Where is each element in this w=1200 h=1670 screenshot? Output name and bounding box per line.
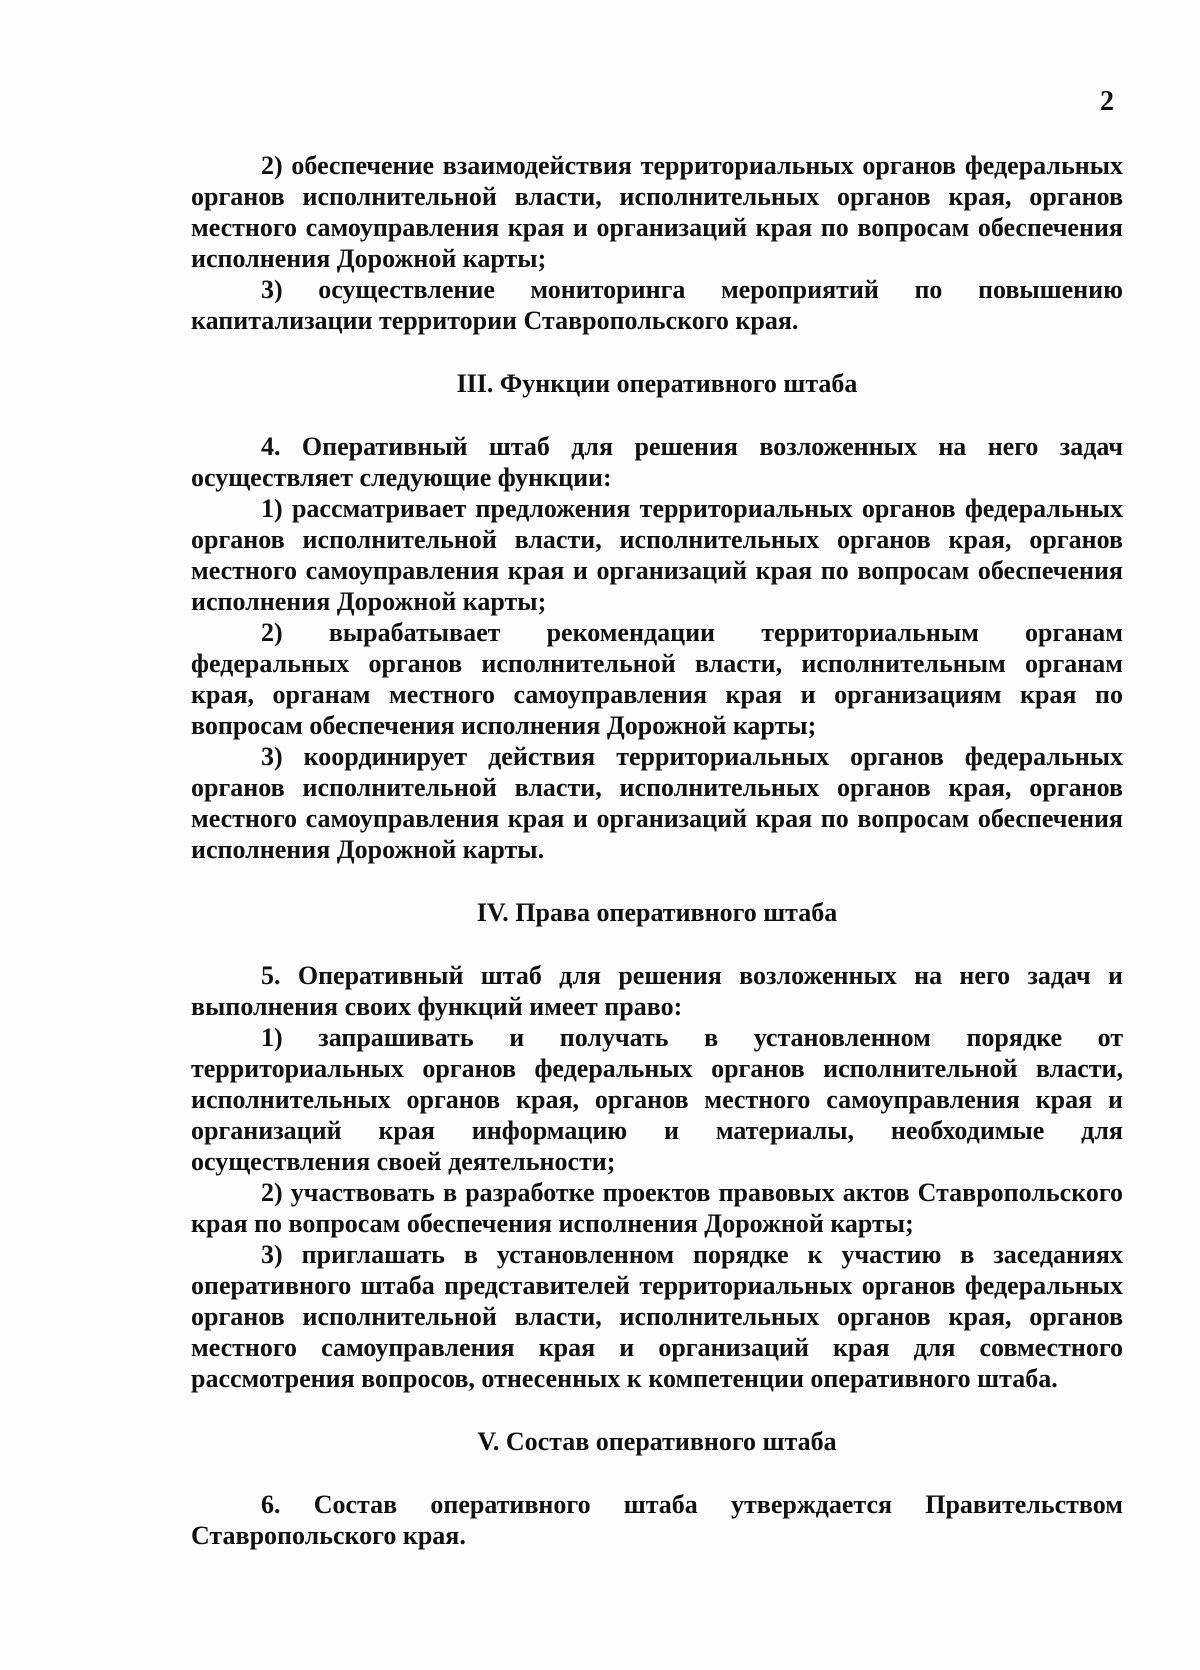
paragraph-2-1: 2) обеспечение взаимодействия территориальных органов федеральных органов исполнительной власти, исполнительных органов края, органов местного самоуправления края и организаций края по вопросам обеспечения исполнения Дорожной карты; [191, 151, 1123, 273]
paragraph-5-2: 2) участвовать в разработке проектов правовых актов Ставропольского края по вопросам обеспечения исполнения Дорожной карты; [191, 1178, 1123, 1238]
document-body [191, 150, 1123, 1551]
paragraph-4: 4. Оперативный штаб для решения возложенных на него задач осуществляет следующие функции: [191, 432, 1123, 492]
section-heading-v: V. Состав оперативного штаба [477, 1427, 837, 1456]
page-number: 2 [1100, 86, 1114, 117]
paragraph-5-3: 3) приглашать в установленном порядке к участию в заседаниях оперативного штаба представителей территориальных органов федеральных органов исполнительной власти, исполнительных органов края, органов местного самоуправления края и организаций края для совместного рассмотрения вопросов, отнесенных к компетенции оперативного штаба. [191, 1240, 1123, 1393]
paragraph-5: 5. Оперативный штаб для решения возложенных на него задач и выполнения своих функций имеет право: [191, 961, 1123, 1021]
section-heading-iii: III. Функции оперативного штаба [456, 369, 858, 398]
paragraph-5-1: 1) запрашивать и получать в установленном порядке от территориальных органов федеральных органов исполнительной власти, исполнительных органов края, органов местного самоуправления края и организаций края информацию и материалы, необходимые для осуществления своей деятельности; [191, 1023, 1123, 1176]
paragraph-4-2: 2) вырабатывает рекомендации территориальным органам федеральных органов исполнительной власти, исполнительным органам края, органам местного самоуправления края и организациям края по вопросам обеспечения исполнения Дорожной карты; [191, 618, 1123, 740]
section-heading-iv: IV. Права оперативного штаба [476, 898, 838, 927]
paragraph-4-1: 1) рассматривает предложения территориальных органов федеральных органов исполнительной власти, исполнительных органов края, органов местного самоуправления края и организаций края по вопросам обеспечения исполнения Дорожной карты; [191, 494, 1123, 616]
paragraph-4-3: 3) координирует действия территориальных органов федеральных органов исполнительной власти, исполнительных органов края, органов местного самоуправления края и организаций края по вопросам обеспечения исполнения Дорожной карты. [191, 742, 1123, 864]
paragraph-2-2: 3) осуществление мониторинга мероприятий по повышению капитализации территории Ставропольского края. [191, 275, 1123, 335]
paragraph-6: 6. Состав оперативного штаба утверждается Правительством Ставропольского края. [191, 1490, 1123, 1550]
